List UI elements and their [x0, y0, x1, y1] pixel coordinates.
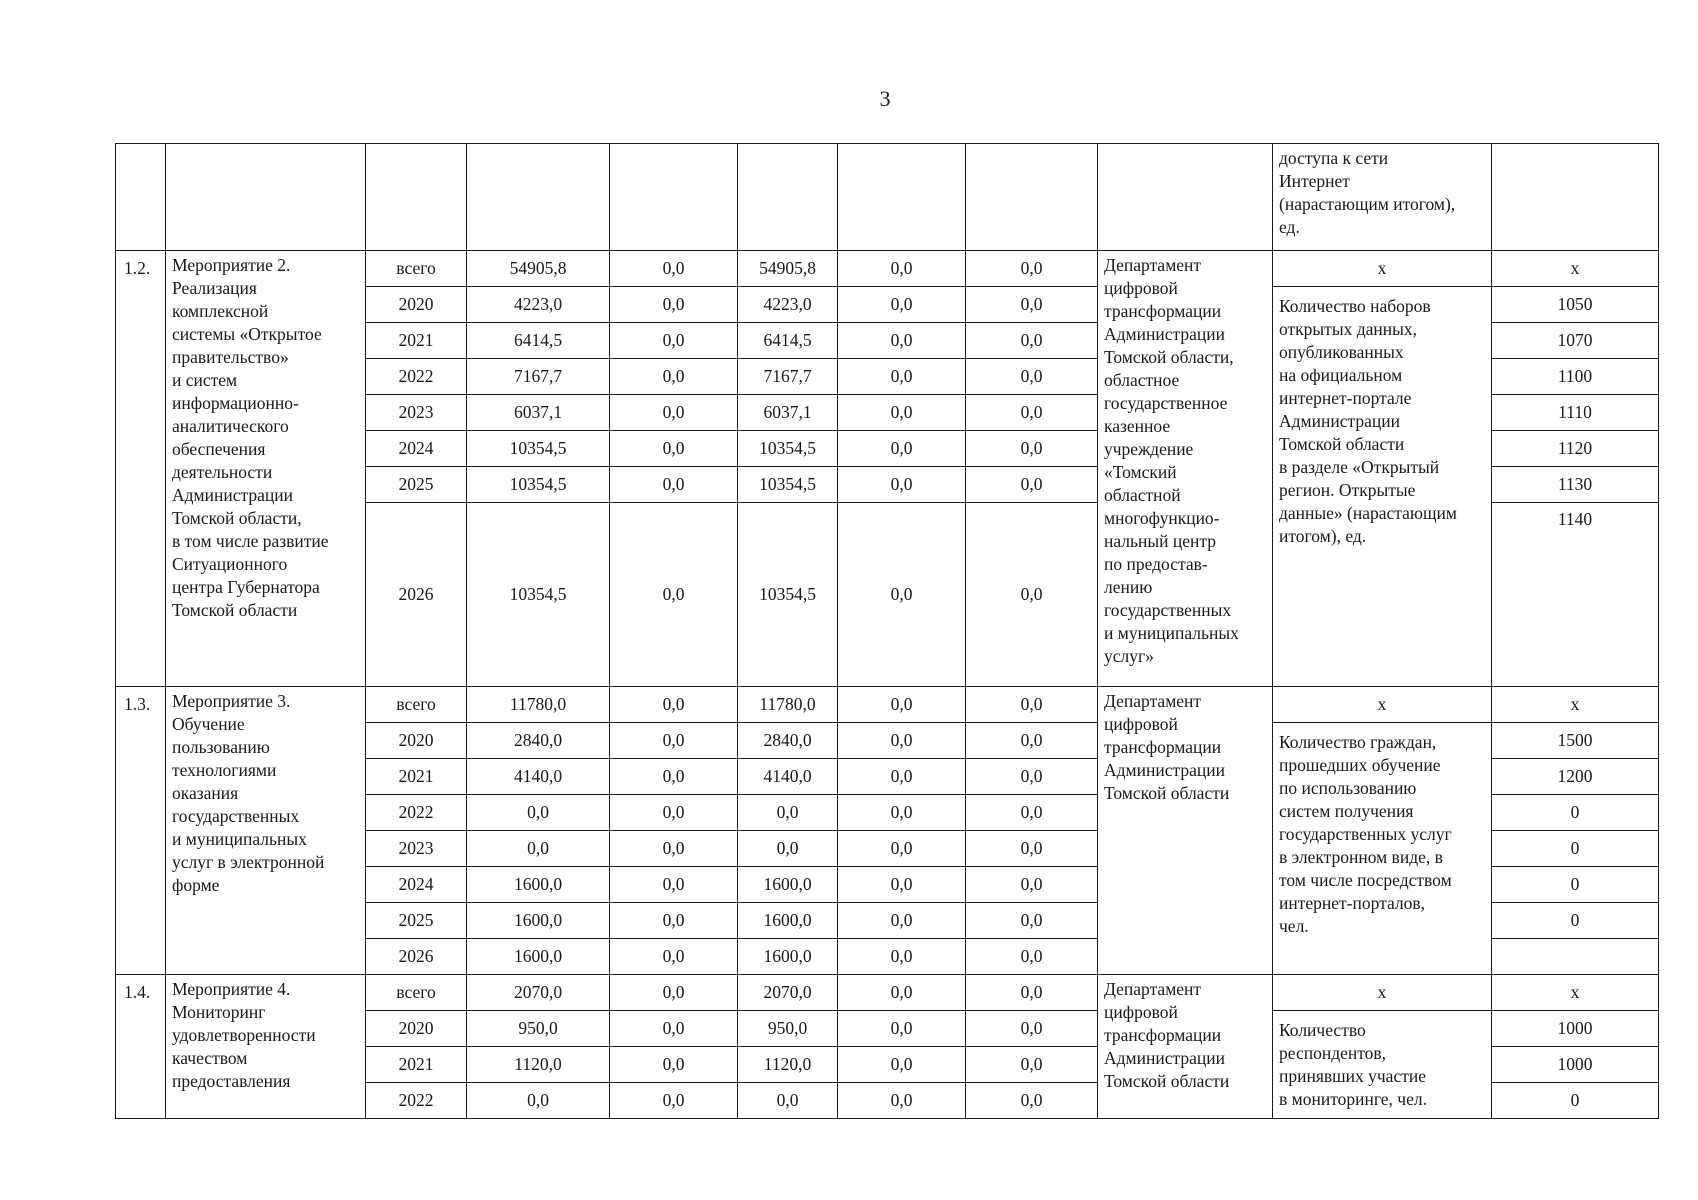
ext-cell: 0,0 — [966, 939, 1098, 975]
target-value: 1200 — [1492, 759, 1659, 795]
fed-cell: 0,0 — [610, 867, 738, 903]
target-value: 1050 — [1492, 287, 1659, 323]
reg-cell: 950,0 — [738, 1011, 838, 1047]
reg-cell: 4140,0 — [738, 759, 838, 795]
reg-cell: 1120,0 — [738, 1047, 838, 1083]
period-cell: всего — [366, 251, 467, 287]
target-value: 1110 — [1492, 395, 1659, 431]
reg-cell: 10354,5 — [738, 467, 838, 503]
fed-cell: 0,0 — [610, 723, 738, 759]
loc-cell: 0,0 — [838, 503, 966, 687]
total-cell: 2840,0 — [467, 723, 610, 759]
total-cell: 1600,0 — [467, 867, 610, 903]
total-cell: 7167,7 — [467, 359, 610, 395]
activity-name: Мероприятие 4. Мониторинг удовлетворенности качеством предоставления — [172, 979, 316, 1091]
reg-cell: 2070,0 — [738, 975, 838, 1011]
indicator-cell — [1273, 144, 1492, 251]
fed-cell: 0,0 — [610, 431, 738, 467]
target-value: 1500 — [1492, 723, 1659, 759]
reg-cell: 2840,0 — [738, 723, 838, 759]
target-value: 1000 — [1492, 1047, 1659, 1083]
table-row — [116, 975, 1659, 1011]
empty-cell — [610, 144, 738, 251]
reg-cell: 1600,0 — [738, 903, 838, 939]
fed-cell: 0,0 — [610, 395, 738, 431]
activity-name: Мероприятие 3. Обучение пользованию технологиями оказания государственных и муниципальных услуг в электронной форме — [172, 691, 325, 895]
reg-cell: 0,0 — [738, 795, 838, 831]
target-value: 0 — [1492, 831, 1659, 867]
total-cell: 10354,5 — [467, 467, 610, 503]
loc-cell: 0,0 — [838, 759, 966, 795]
table-row — [116, 251, 1659, 287]
ext-cell: 0,0 — [966, 687, 1098, 723]
period-cell: 2022 — [366, 359, 467, 395]
indicator-cell — [1273, 1011, 1492, 1119]
target-value: 0 — [1492, 903, 1659, 939]
total-cell: 4223,0 — [467, 287, 610, 323]
ext-cell: 0,0 — [966, 1083, 1098, 1119]
ext-cell: 0,0 — [966, 359, 1098, 395]
page-number: 3 — [879, 86, 891, 111]
period-cell: 2023 — [366, 831, 467, 867]
target-value: 1130 — [1492, 467, 1659, 503]
total-cell: 11780,0 — [467, 687, 610, 723]
reg-cell: 11780,0 — [738, 687, 838, 723]
empty-cell — [838, 144, 966, 251]
fed-cell: 0,0 — [610, 503, 738, 687]
loc-cell: 0,0 — [838, 795, 966, 831]
activity-name-cell — [166, 251, 366, 687]
section-number: 1.2. — [116, 251, 166, 687]
fed-cell: 0,0 — [610, 251, 738, 287]
period-cell: 2023 — [366, 395, 467, 431]
loc-cell: 0,0 — [838, 287, 966, 323]
reg-cell: 0,0 — [738, 1083, 838, 1119]
reg-cell: 4223,0 — [738, 287, 838, 323]
total-cell: 6037,1 — [467, 395, 610, 431]
indicator-text: Количество граждан, прошедших обучение по использованию систем получения государственных услуг в электронном виде, в том числе посредством интернет-порталов, чел. — [1279, 732, 1452, 936]
executor-cell — [1098, 251, 1273, 687]
table-row — [116, 144, 1659, 251]
indicator-placeholder: x — [1273, 687, 1492, 723]
loc-cell: 0,0 — [838, 903, 966, 939]
total-cell: 0,0 — [467, 831, 610, 867]
reg-cell: 10354,5 — [738, 503, 838, 687]
reg-cell: 6037,1 — [738, 395, 838, 431]
empty-cell — [966, 144, 1098, 251]
executor-name: Департамент цифровой трансформации Администрации Томской области — [1104, 691, 1230, 803]
period-cell: 2020 — [366, 723, 467, 759]
total-cell: 4140,0 — [467, 759, 610, 795]
fed-cell: 0,0 — [610, 1083, 738, 1119]
loc-cell: 0,0 — [838, 323, 966, 359]
ext-cell: 0,0 — [966, 1047, 1098, 1083]
fed-cell: 0,0 — [610, 975, 738, 1011]
activity-name: Мероприятие 2. Реализация комплексной системы «Открытое правительство» и систем информационно- аналитического обеспечения деятельности Администрации Томской области, в том числе развитие Ситуационного центра Губернатора Томской области — [172, 255, 329, 620]
period-cell: 2021 — [366, 323, 467, 359]
reg-cell: 0,0 — [738, 831, 838, 867]
reg-cell: 1600,0 — [738, 939, 838, 975]
loc-cell: 0,0 — [838, 1047, 966, 1083]
period-cell: 2024 — [366, 867, 467, 903]
ext-cell: 0,0 — [966, 723, 1098, 759]
empty-cell — [166, 144, 366, 251]
target-value — [1492, 939, 1659, 975]
fed-cell: 0,0 — [610, 687, 738, 723]
ext-cell: 0,0 — [966, 903, 1098, 939]
loc-cell: 0,0 — [838, 975, 966, 1011]
fed-cell: 0,0 — [610, 903, 738, 939]
ext-cell: 0,0 — [966, 831, 1098, 867]
ext-cell: 0,0 — [966, 323, 1098, 359]
fed-cell: 0,0 — [610, 323, 738, 359]
period-cell: 2024 — [366, 431, 467, 467]
loc-cell: 0,0 — [838, 939, 966, 975]
ext-cell: 0,0 — [966, 759, 1098, 795]
period-cell: 2020 — [366, 287, 467, 323]
fed-cell: 0,0 — [610, 467, 738, 503]
total-cell: 10354,5 — [467, 503, 610, 687]
indicator-cell — [1273, 287, 1492, 687]
indicator-placeholder: x — [1273, 975, 1492, 1011]
total-cell: 54905,8 — [467, 251, 610, 287]
reg-cell: 7167,7 — [738, 359, 838, 395]
period-cell: 2022 — [366, 1083, 467, 1119]
indicator-text: Количество респондентов, принявших участие в мониторинге, чел. — [1279, 1020, 1427, 1109]
total-cell: 1120,0 — [467, 1047, 610, 1083]
activity-name-cell — [166, 975, 366, 1119]
indicator-cell — [1273, 723, 1492, 975]
period-cell: 2022 — [366, 795, 467, 831]
fed-cell: 0,0 — [610, 1011, 738, 1047]
total-cell: 1600,0 — [467, 939, 610, 975]
indicator-text: Количество наборов открытых данных, опубликованных на официальном интернет-портале Администрации Томской области в разделе «Открытый регион. Открытые данные» (нарастающим итогом), ед. — [1279, 296, 1457, 546]
target-value: 0 — [1492, 867, 1659, 903]
executor-cell — [1098, 687, 1273, 975]
executor-cell — [1098, 975, 1273, 1119]
target-value: 0 — [1492, 795, 1659, 831]
fed-cell: 0,0 — [610, 939, 738, 975]
empty-cell — [116, 144, 166, 251]
target-value: 0 — [1492, 1083, 1659, 1119]
ext-cell: 0,0 — [966, 467, 1098, 503]
executor-name: Департамент цифровой трансформации Администрации Томской области, областное государственное казенное учреждение «Томский областной многофункцио- нальный центр по предостав- лению государственных и муниципальных услуг» — [1104, 255, 1239, 666]
ext-cell: 0,0 — [966, 503, 1098, 687]
ext-cell: 0,0 — [966, 975, 1098, 1011]
loc-cell: 0,0 — [838, 867, 966, 903]
loc-cell: 0,0 — [838, 1011, 966, 1047]
fed-cell: 0,0 — [610, 287, 738, 323]
loc-cell: 0,0 — [838, 1083, 966, 1119]
fed-cell: 0,0 — [610, 831, 738, 867]
fed-cell: 0,0 — [610, 1047, 738, 1083]
empty-cell — [738, 144, 838, 251]
target-value: x — [1492, 251, 1659, 287]
period-cell: 2021 — [366, 759, 467, 795]
executor-name: Департамент цифровой трансформации Администрации Томской области — [1104, 979, 1230, 1091]
loc-cell: 0,0 — [838, 723, 966, 759]
empty-cell — [366, 144, 467, 251]
loc-cell: 0,0 — [838, 395, 966, 431]
ext-cell: 0,0 — [966, 287, 1098, 323]
total-cell: 6414,5 — [467, 323, 610, 359]
indicator-text: доступа к сети Интернет (нарастающим итогом), ед. — [1279, 148, 1456, 237]
period-cell: 2025 — [366, 467, 467, 503]
target-value: x — [1492, 687, 1659, 723]
period-cell: 2021 — [366, 1047, 467, 1083]
total-cell: 1600,0 — [467, 903, 610, 939]
target-value: 1070 — [1492, 323, 1659, 359]
ext-cell: 0,0 — [966, 795, 1098, 831]
indicator-placeholder: x — [1273, 251, 1492, 287]
section-number: 1.3. — [116, 687, 166, 975]
activity-name-cell — [166, 687, 366, 975]
total-cell: 0,0 — [467, 1083, 610, 1119]
ext-cell: 0,0 — [966, 867, 1098, 903]
reg-cell: 6414,5 — [738, 323, 838, 359]
fed-cell: 0,0 — [610, 359, 738, 395]
ext-cell: 0,0 — [966, 395, 1098, 431]
loc-cell: 0,0 — [838, 359, 966, 395]
loc-cell: 0,0 — [838, 431, 966, 467]
ext-cell: 0,0 — [966, 1011, 1098, 1047]
target-value: 1100 — [1492, 359, 1659, 395]
empty-cell — [1492, 144, 1659, 251]
target-value: 1000 — [1492, 1011, 1659, 1047]
period-cell: 2026 — [366, 939, 467, 975]
program-table — [115, 143, 1659, 1119]
fed-cell: 0,0 — [610, 795, 738, 831]
period-cell: всего — [366, 687, 467, 723]
empty-cell — [467, 144, 610, 251]
reg-cell: 1600,0 — [738, 867, 838, 903]
loc-cell: 0,0 — [838, 831, 966, 867]
period-cell: всего — [366, 975, 467, 1011]
loc-cell: 0,0 — [838, 687, 966, 723]
loc-cell: 0,0 — [838, 251, 966, 287]
period-cell: 2020 — [366, 1011, 467, 1047]
period-cell: 2026 — [366, 503, 467, 687]
period-cell: 2025 — [366, 903, 467, 939]
target-value: 1140 — [1492, 503, 1659, 687]
loc-cell: 0,0 — [838, 467, 966, 503]
fed-cell: 0,0 — [610, 759, 738, 795]
total-cell: 2070,0 — [467, 975, 610, 1011]
reg-cell: 54905,8 — [738, 251, 838, 287]
target-value: x — [1492, 975, 1659, 1011]
empty-cell — [1098, 144, 1273, 251]
total-cell: 950,0 — [467, 1011, 610, 1047]
section-number: 1.4. — [116, 975, 166, 1119]
table-row — [116, 687, 1659, 723]
ext-cell: 0,0 — [966, 251, 1098, 287]
ext-cell: 0,0 — [966, 431, 1098, 467]
total-cell: 0,0 — [467, 795, 610, 831]
total-cell: 10354,5 — [467, 431, 610, 467]
target-value: 1120 — [1492, 431, 1659, 467]
reg-cell: 10354,5 — [738, 431, 838, 467]
